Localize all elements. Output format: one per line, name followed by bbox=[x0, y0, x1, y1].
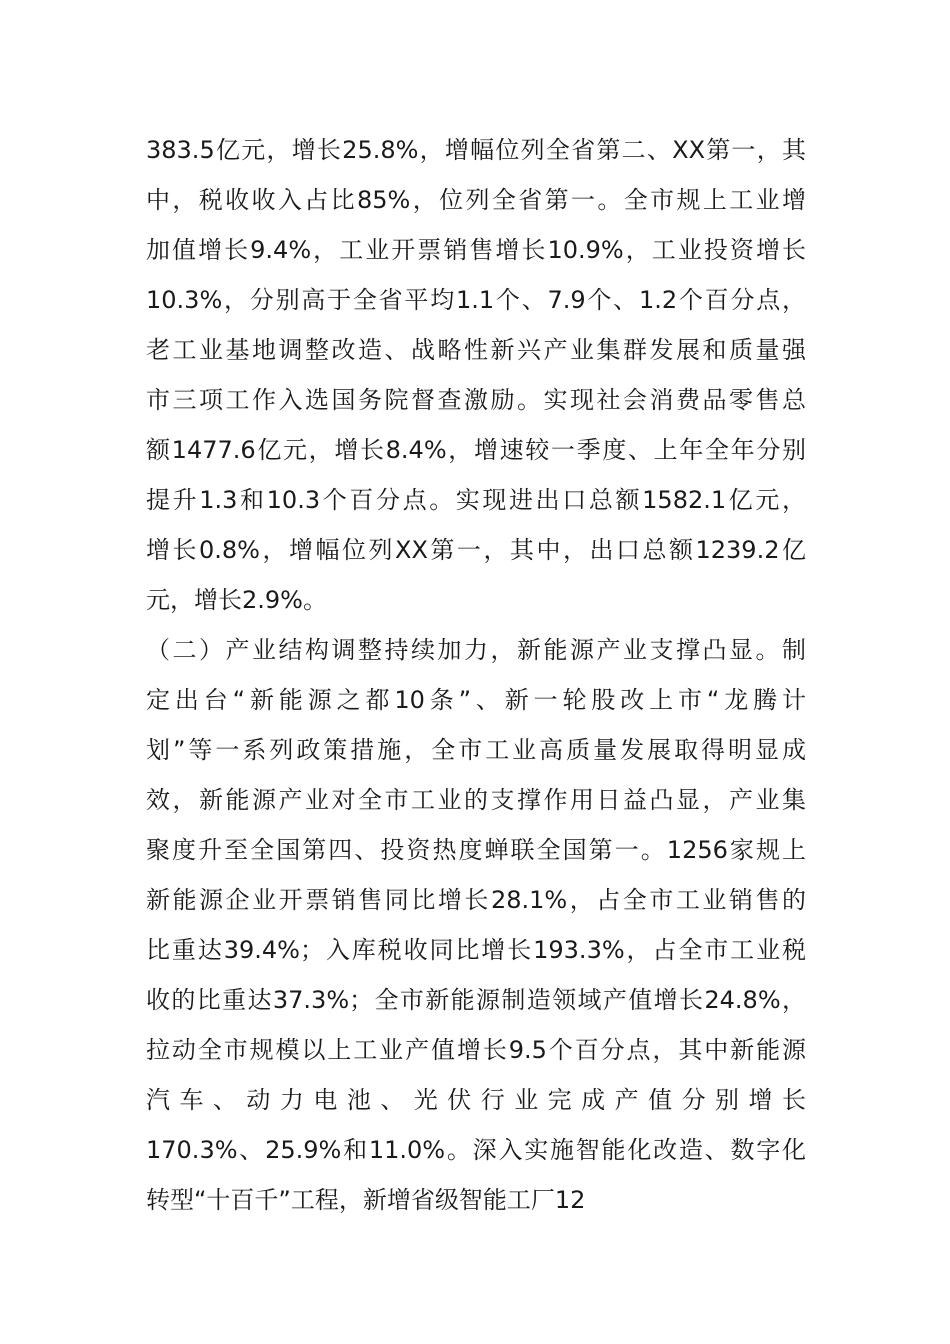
text-line: 元，增长2.9%。 bbox=[146, 586, 327, 614]
text-line: 市三项工作入选国务院督查激励。实现社会消费品零售总 bbox=[146, 386, 806, 414]
text-line: 额1477.6亿元，增长8.4%，增速较一季度、上年全年分别 bbox=[146, 436, 806, 464]
text-line: 聚度升至全国第四、投资热度蝉联全国第一。1256家规上 bbox=[146, 836, 806, 864]
text-line: 增长0.8%，增幅位列XX第一，其中，出口总额1239.2亿 bbox=[146, 536, 806, 564]
text-line: 收的比重达37.3%；全市新能源制造领域产值增长24.8%， bbox=[146, 986, 806, 1014]
text-line: 383.5亿元，增长25.8%，增幅位列全省第二、XX第一，其 bbox=[146, 136, 806, 164]
text-line: 新能源企业开票销售同比增长28.1%，占全市工业销售的 bbox=[146, 886, 806, 914]
section-heading-line: （二）产业结构调整持续加力，新能源产业支撑凸显。制 bbox=[146, 636, 806, 664]
text-line: 转型“十百千”工程，新增省级智能工厂12 bbox=[146, 1186, 586, 1214]
text-line: 中，税收收入占比85%，位列全省第一。全市规上工业增 bbox=[146, 186, 806, 214]
text-line: 拉动全市规模以上工业产值增长9.5个百分点，其中新能源 bbox=[146, 1036, 806, 1064]
text-line: 170.3%、25.9%和11.0%。深入实施智能化改造、数字化 bbox=[146, 1136, 806, 1164]
text-line: 定出台“新能源之都10条”、新一轮股改上市“龙腾计 bbox=[146, 686, 806, 714]
text-line: 提升1.3和10.3个百分点。实现进出口总额1582.1亿元， bbox=[146, 486, 806, 514]
text-line: 效，新能源产业对全市工业的支撑作用日益凸显，产业集 bbox=[146, 786, 806, 814]
text-line: 汽车、动力电池、光伏行业完成产值分别增长 bbox=[146, 1086, 806, 1114]
text-line: 比重达39.4%；入库税收同比增长193.3%，占全市工业税 bbox=[146, 936, 806, 964]
text-line: 老工业基地调整改造、战略性新兴产业集群发展和质量强 bbox=[146, 336, 806, 364]
text-line: 10.3%，分别高于全省平均1.1个、7.9个、1.2个百分点， bbox=[146, 286, 806, 314]
text-line: 划”等一系列政策措施，全市工业高质量发展取得明显成 bbox=[146, 736, 806, 764]
text-line: 加值增长9.4%，工业开票销售增长10.9%，工业投资增长 bbox=[146, 236, 806, 264]
